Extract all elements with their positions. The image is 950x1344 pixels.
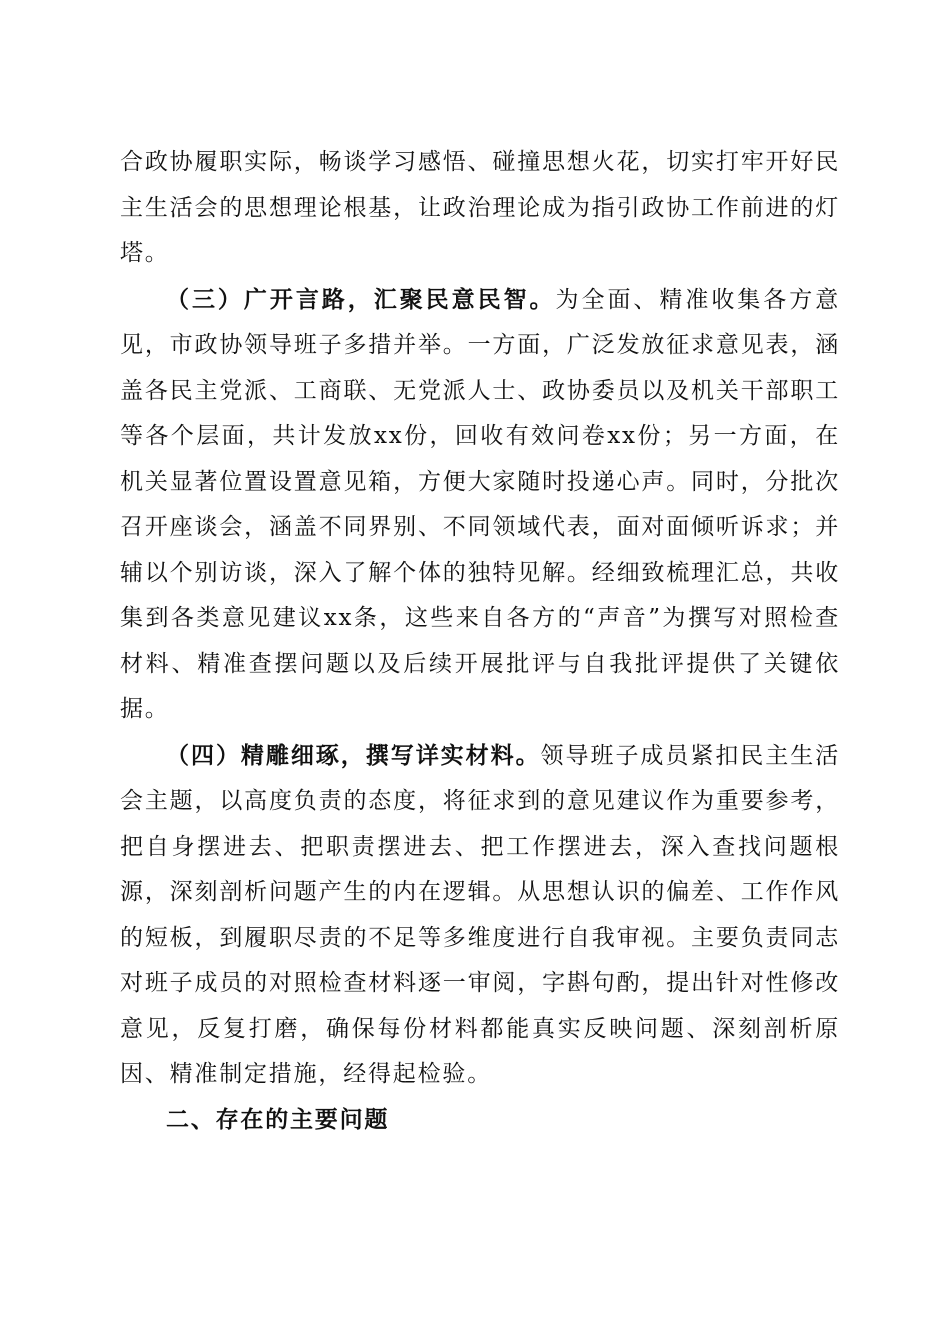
paragraph-lead-heading: （三）广开言路，汇聚民意民智。 bbox=[166, 285, 556, 313]
paragraph-text: 为全面、精准收集各方意见，市政协领导班子多措并举。一方面，广泛发放征求意见表，涵盖各民主党派、工商联、无党派人士、政协委员以及机关干部职工等各个层面，共计发放xx份，回收有效问卷xx份；另一方面，在机关显著位置设置意见箱，方便大家随时投递心声。同时，分批次召开座谈会，涵盖不同界别、不同领域代表，面对面倾听诉求；并辅以个别访谈，深入了解个体的独特见解。经细致梳理汇总，共收集到各类意见建议xx条，这些来自各方的“声音”为撰写对照检查材料、精准查摆问题以及后续开展批评与自我批评提供了关键依据。 bbox=[120, 286, 840, 722]
paragraph-continuation bbox=[120, 140, 840, 277]
section-heading: 二、存在的主要问题 bbox=[166, 1106, 390, 1133]
paragraph-section-three bbox=[120, 277, 840, 733]
paragraph-text: 领导班子成员紧扣民主生活会主题，以高度负责的态度，将征求到的意见建议作为重要参考，把自身摆进去、把职责摆进去、把工作摆进去，深入查找问题根源，深刻剖析问题产生的内在逻辑。从思想认识的偏差、工作作风的短板，到履职尽责的不足等多维度进行自我审视。主要负责同志对班子成员的对照检查材料逐一审阅，字斟句酌，提出针对性修改意见，反复打磨，确保每份材料都能真实反映问题、深刻剖析原因、精准制定措施，经得起检验。 bbox=[120, 742, 841, 1087]
document-body bbox=[120, 140, 840, 1143]
paragraph-section-four bbox=[120, 733, 840, 1098]
paragraph-lead-heading: （四）精雕细琢，撰写详实材料。 bbox=[166, 741, 541, 769]
paragraph-text: 合政协履职实际，畅谈学习感悟、碰撞思想火花，切实打牢开好民主生活会的思想理论根基，让政治理论成为指引政协工作前进的灯塔。 bbox=[120, 149, 840, 266]
